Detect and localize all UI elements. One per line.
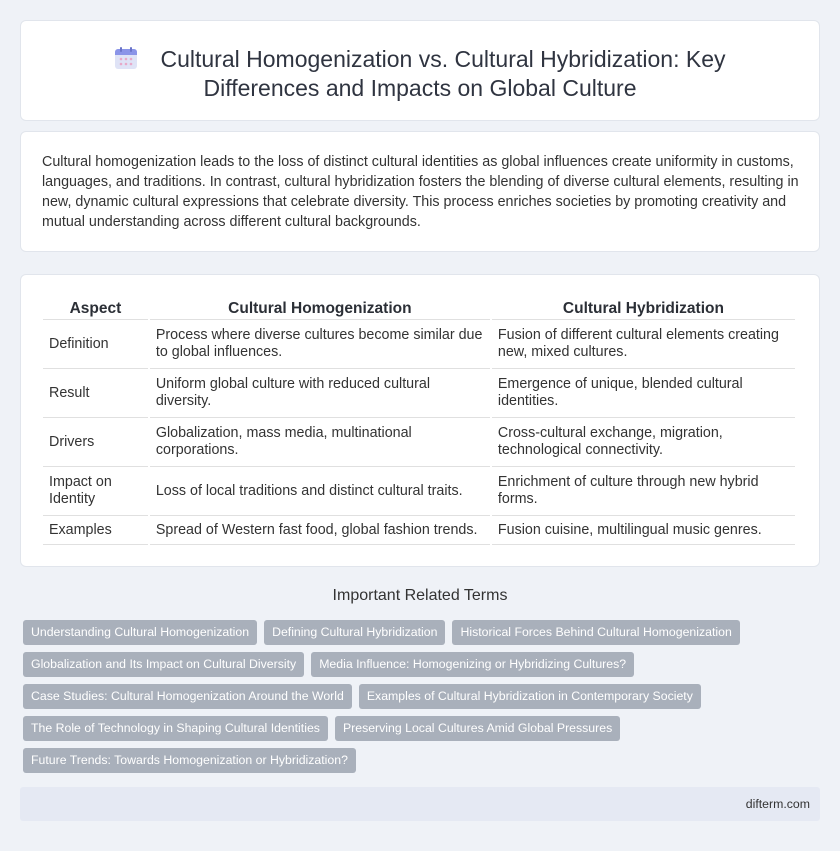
site-name[interactable]: difterm.com <box>745 797 810 811</box>
cell-hybridization: Fusion of different cultural elements creating new, mixed cultures. <box>492 320 795 369</box>
related-term-tag[interactable]: Historical Forces Behind Cultural Homogenization <box>452 620 739 645</box>
calendar-icon <box>114 46 138 70</box>
intro-paragraph: Cultural homogenization leads to the loss of distinct cultural identities as global influences create uniformity in customs, languages, and traditions. In contrast, cultural hybridization fosters the blending of diverse cultural elements, resulting in new, dynamic cultural expressions that celebrate diversity. This process enriches societies by promoting creativity and mutual understanding across different cultural backgrounds. <box>42 154 799 230</box>
table-row <box>43 418 795 467</box>
footer <box>20 787 820 821</box>
header-aspect: Aspect <box>43 295 148 320</box>
related-term-tag[interactable]: Defining Cultural Hybridization <box>264 620 445 645</box>
cell-aspect: Definition <box>43 320 148 369</box>
title-line-1: Cultural Homogenization vs. Cultural Hybridization: Key <box>160 46 726 72</box>
cell-aspect: Impact on Identity <box>43 467 148 516</box>
related-term-tag[interactable]: Understanding Cultural Homogenization <box>23 620 257 645</box>
intro-card <box>20 131 820 252</box>
table-row <box>43 369 795 418</box>
comparison-table-card <box>20 274 820 567</box>
cell-homogenization: Uniform global culture with reduced cultural diversity. <box>150 369 490 418</box>
table-header-row <box>43 295 795 320</box>
related-term-tag[interactable]: Globalization and Its Impact on Cultural Diversity <box>23 652 304 677</box>
cell-homogenization: Process where diverse cultures become similar due to global influences. <box>150 320 490 369</box>
related-term-tag[interactable]: The Role of Technology in Shaping Cultural Identities <box>23 716 328 741</box>
cell-aspect: Examples <box>43 516 148 545</box>
comparison-table <box>41 295 797 545</box>
related-term-tag[interactable]: Case Studies: Cultural Homogenization Around the World <box>23 684 352 709</box>
related-term-tag[interactable]: Media Influence: Homogenizing or Hybridizing Cultures? <box>311 652 634 677</box>
cell-hybridization: Fusion cuisine, multilingual music genres. <box>492 516 795 545</box>
table-row <box>43 467 795 516</box>
related-term-tag[interactable]: Future Trends: Towards Homogenization or Hybridization? <box>23 748 356 773</box>
header-card <box>20 20 820 121</box>
related-term-tag[interactable]: Preserving Local Cultures Amid Global Pressures <box>335 716 620 741</box>
cell-homogenization: Loss of local traditions and distinct cultural traits. <box>150 467 490 516</box>
page-title <box>21 45 819 103</box>
title-line-2: Differences and Impacts on Global Culture <box>203 75 637 101</box>
cell-hybridization: Emergence of unique, blended cultural identities. <box>492 369 795 418</box>
header-homogenization: Cultural Homogenization <box>150 295 490 320</box>
cell-homogenization: Globalization, mass media, multinational corporations. <box>150 418 490 467</box>
related-term-tag[interactable]: Examples of Cultural Hybridization in Contemporary Society <box>359 684 701 709</box>
related-terms-list <box>23 620 823 780</box>
header-hybridization: Cultural Hybridization <box>492 295 795 320</box>
table-row <box>43 516 795 545</box>
cell-aspect: Result <box>43 369 148 418</box>
table-row <box>43 320 795 369</box>
cell-aspect: Drivers <box>43 418 148 467</box>
cell-hybridization: Enrichment of culture through new hybrid forms. <box>492 467 795 516</box>
cell-hybridization: Cross-cultural exchange, migration, technological connectivity. <box>492 418 795 467</box>
cell-homogenization: Spread of Western fast food, global fashion trends. <box>150 516 490 545</box>
related-terms-heading: Important Related Terms <box>332 587 508 604</box>
